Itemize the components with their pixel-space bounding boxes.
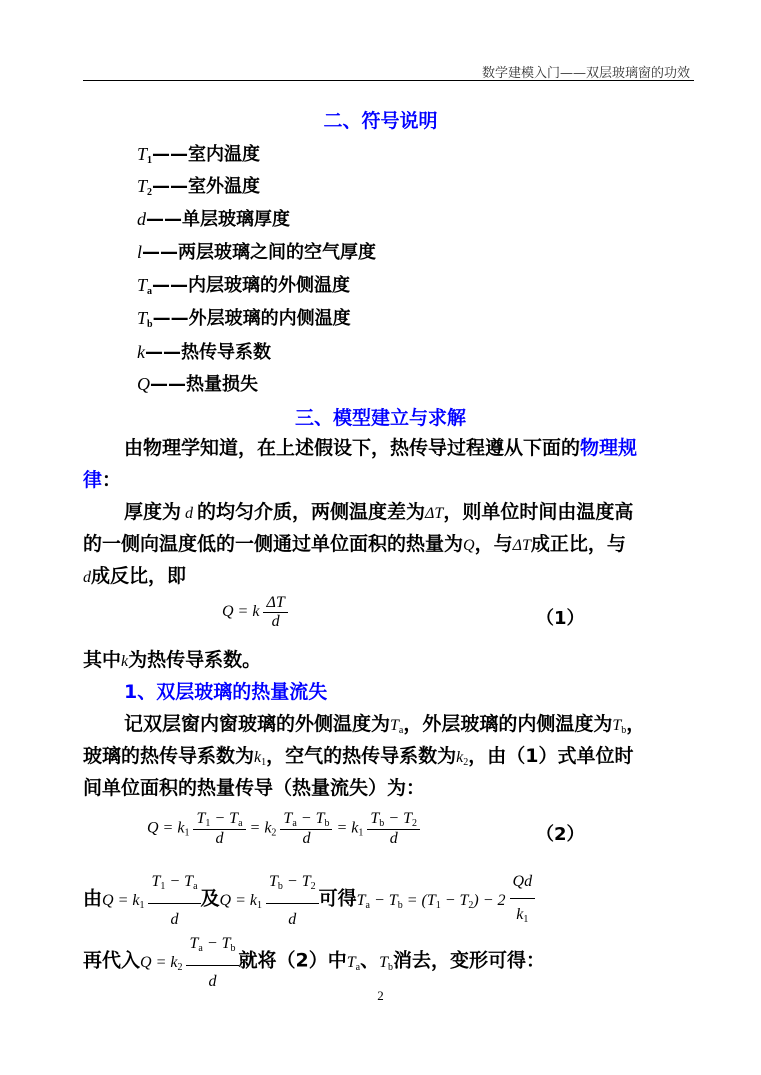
- para1-line2: 律：: [83, 469, 122, 491]
- para4-line2: 玻璃的热传导系数为$k_1$，空气的热传导系数为$k_2$，由（1）式单位时: [83, 745, 634, 768]
- section-3-title: 三、模型建立与求解: [294, 407, 466, 429]
- para5: 由$Q = k_1$ $\frac{T_1 - T_a}{d}$ 及$Q = k_1$ $\frac{T_b - T_2}{d}$ 可得$T_a - T_b = (T_1 - T_2) - 2$ $\frac{Qd}{k_1}$: [83, 866, 535, 936]
- physics-law-link[interactable]: 物理规: [580, 437, 638, 459]
- equation-1-number: （1）: [536, 608, 585, 629]
- equation-1: Q = k $\frac{\Delta T}{d}$: [222, 594, 288, 631]
- section-2-title: 二、符号说明: [323, 110, 438, 132]
- running-header: 数学建模入门——双层玻璃窗的功效: [481, 66, 690, 81]
- subsection-1-title: 1、双层玻璃的热量流失: [124, 681, 328, 703]
- header-rule: [83, 80, 694, 81]
- physics-law-link-cont[interactable]: 律: [83, 469, 103, 491]
- symbol-item: Q——热量损失: [137, 374, 258, 395]
- para4-line3: 间单位面积的热量传导（热量流失）为：: [83, 777, 426, 799]
- symbol-item: $T_2——$室外温度: [137, 176, 261, 198]
- symbol-item: $T_1——$室内温度: [137, 144, 261, 166]
- para2-line2: 的一侧向温度低的一侧通过单位面积的热量为Q，与ΔT成正比，与: [83, 533, 626, 555]
- symbol-item: $T_b——$外层玻璃的内侧温度: [137, 308, 351, 330]
- symbol-item: d——单层玻璃厚度: [137, 209, 290, 230]
- symbol-item: k——热传导系数: [137, 342, 271, 363]
- symbol-item: $T_a——$内层玻璃的外侧温度: [137, 275, 351, 297]
- para3: 其中k为热传导系数。: [83, 649, 262, 671]
- equation-2-number: （2）: [536, 824, 585, 845]
- para1-line1: 由物理学知道，在上述假设下，热传导过程遵从下面的物理规: [124, 437, 638, 459]
- symbol-item: l——两层玻璃之间的空气厚度: [137, 242, 377, 263]
- para2-line3: d成反比，即: [83, 565, 187, 587]
- equation-2: $Q = k_1$ $\frac{T_1 - T_a}{d}$ = $k_2$ $\frac{T_a - T_b}{d}$ = $k_1$ $\frac{T_b - T_2}{d}$: [147, 810, 420, 848]
- para6: 再代入$Q = k_2$ $\frac{T_a - T_b}{d}$ 就将（2）中$T_a$、$T_b$消去，变形可得：: [83, 928, 545, 998]
- page-number: 2: [377, 988, 384, 1003]
- para2-line1: 厚度为 d 的均匀介质，两侧温度差为ΔT，则单位时间由温度高: [124, 501, 634, 523]
- para4-line1: 记双层窗内窗玻璃的外侧温度为$T_a$，外层玻璃的内侧温度为$T_b$，: [124, 713, 646, 736]
